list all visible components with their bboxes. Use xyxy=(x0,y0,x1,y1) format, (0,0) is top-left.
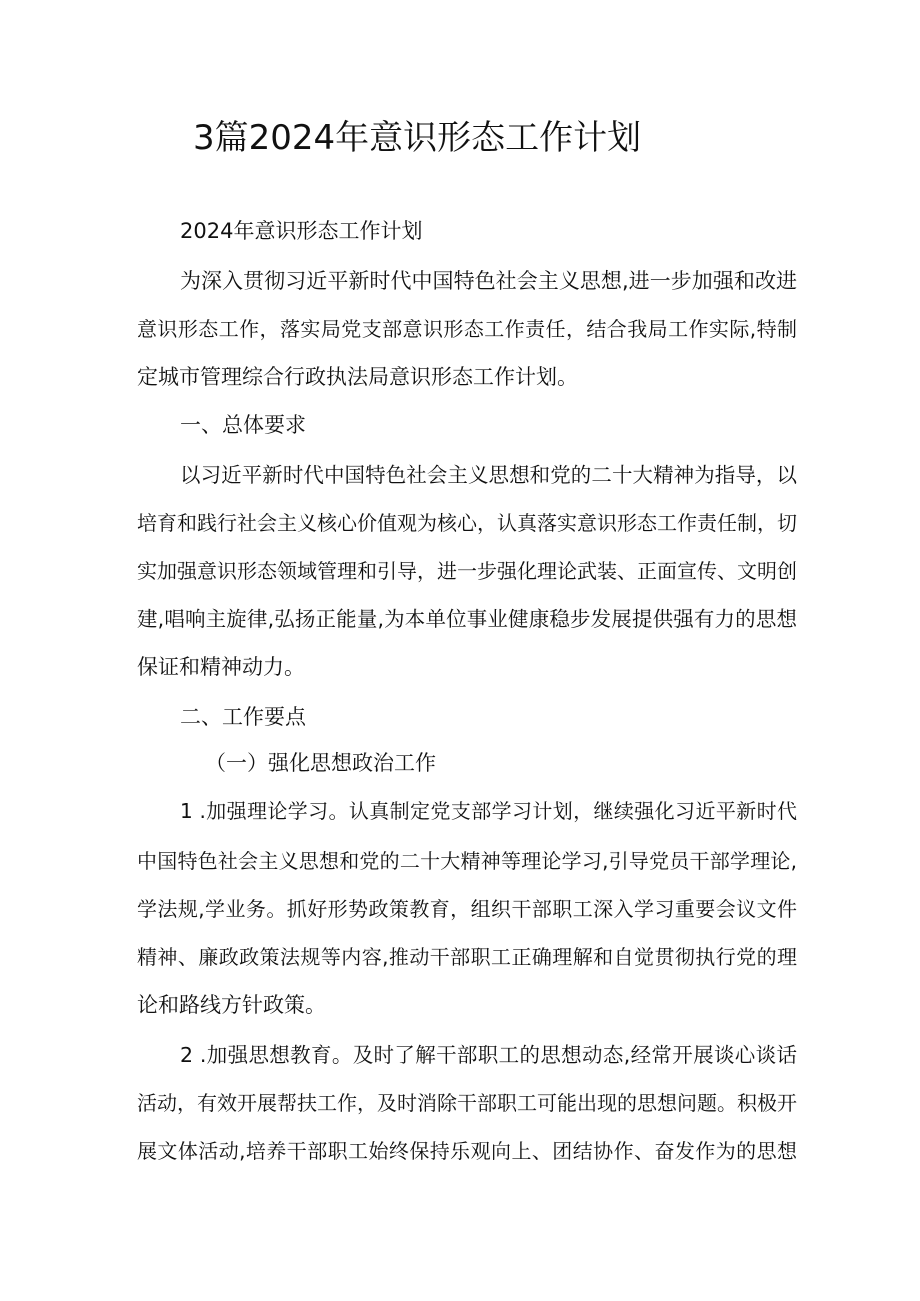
paragraph-line: 论和路线方针政策。 xyxy=(137,993,326,1017)
paragraph-line: 建,唱响主旋律,弘扬正能量,为本单位事业健康稳步发展提供强有力的思想 xyxy=(137,607,797,631)
paragraph-line: 2 .加强思想教育。及时了解干部职工的思想动态,经常开展谈心谈话 xyxy=(180,1043,797,1067)
paragraph-line: 展文体活动,培养干部职工始终保持乐观向上、团结协作、奋发作为的思想 xyxy=(137,1139,797,1163)
paragraph-line: 培育和践行社会主义核心价值观为核心，认真落实意识形态工作责任制，切 xyxy=(137,511,797,535)
paragraph-line: 为深入贯彻习近平新时代中国特色社会主义思想,进一步加强和改进 xyxy=(180,269,797,293)
subsection-heading: （一）强化思想政治工作 xyxy=(205,751,436,775)
document-title: 3篇2024年意识形态工作计划 xyxy=(193,118,642,158)
section-heading: 二、工作要点 xyxy=(180,705,306,729)
paragraph-line: 以习近平新时代中国特色社会主义思想和党的二十大精神为指导，以 xyxy=(180,463,797,487)
paragraph-line: 实加强意识形态领域管理和引导，进一步强化理论武装、正面宣传、文明创 xyxy=(137,559,797,583)
paragraph-line: 保证和精神动力。 xyxy=(137,655,305,679)
section-heading: 一、总体要求 xyxy=(180,413,306,437)
paragraph-line: 定城市管理综合行政执法局意识形态工作计划。 xyxy=(137,365,578,389)
paragraph-line: 1 .加强理论学习。认真制定党支部学习计划，继续强化习近平新时代 xyxy=(180,799,797,823)
paragraph-line: 学法规,学业务。抓好形势政策教育，组织干部职工深入学习重要会议文件 xyxy=(137,897,797,921)
paragraph-line: 活动，有效开展帮扶工作，及时消除干部职工可能出现的思想问题。积极开 xyxy=(137,1091,797,1115)
paragraph-line: 意识形态工作，落实局党支部意识形态工作责任，结合我局工作实际,特制 xyxy=(137,317,797,341)
paragraph-line: 中国特色社会主义思想和党的二十大精神等理论学习,引导党员干部学理论, xyxy=(137,849,797,873)
paragraph-line: 精神、廉政政策法规等内容,推动干部职工正确理解和自觉贯彻执行党的理 xyxy=(137,945,797,969)
section-heading: 2024年意识形态工作计划 xyxy=(180,219,423,243)
